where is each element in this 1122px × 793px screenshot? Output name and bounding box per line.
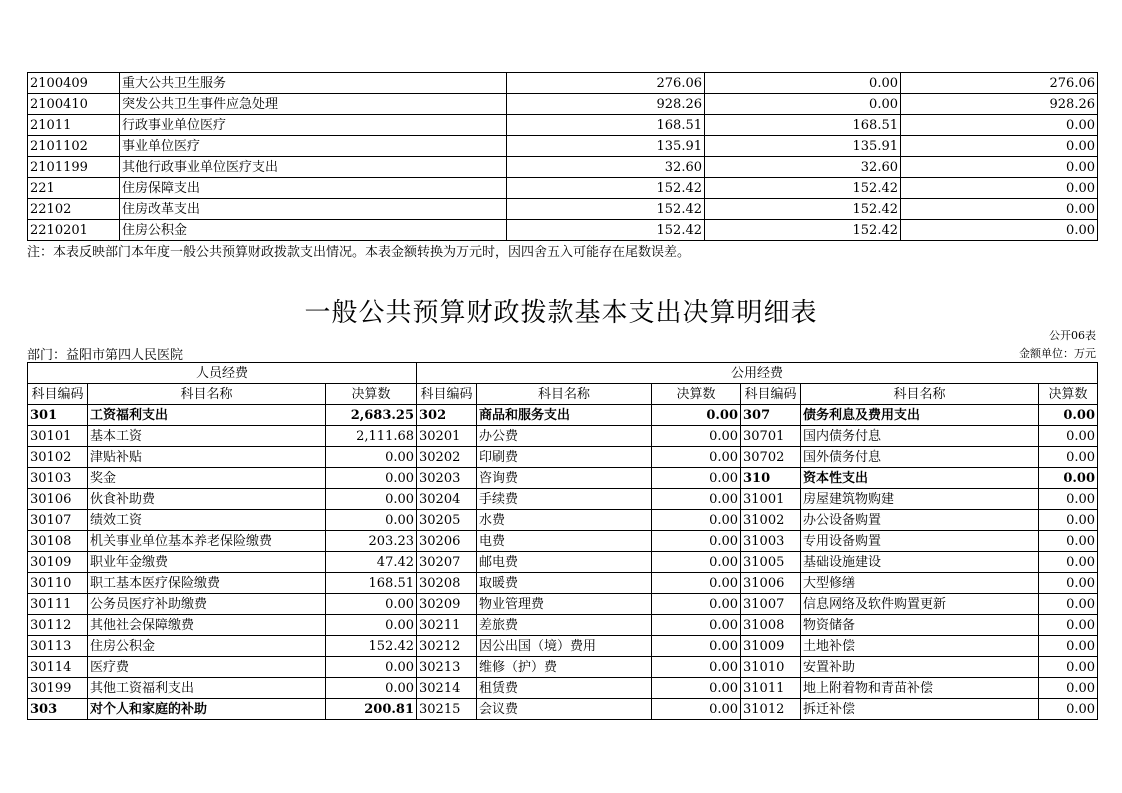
personnel-name: 职业年金缴费 [88,552,326,573]
public-header: 公用经费 [417,363,1098,384]
goods-services-amount: 0.00 [652,405,741,426]
page-title: 一般公共预算财政拨款基本支出决算明细表 [304,298,818,328]
goods-services-amount: 0.00 [652,426,741,447]
subject-code: 221 [28,178,120,199]
goods-services-amount: 0.00 [652,636,741,657]
personnel-name: 津贴补贴 [88,447,326,468]
total-amount: 152.42 [507,199,705,220]
capital-debt-name: 土地补偿 [801,636,1039,657]
table-row [28,594,1098,615]
capital-debt-amount: 0.00 [1039,510,1098,531]
capital-debt-code: 31007 [741,594,801,615]
personnel-amount: 0.00 [326,468,417,489]
capital-debt-name: 资本性支出 [801,468,1039,489]
column-header-row [28,384,1098,405]
department-label: 部门：益阳市第四人民医院 [27,348,184,363]
personnel-header: 人员经费 [28,363,417,384]
subject-name: 住房改革支出 [120,199,507,220]
project-amount: 0.00 [901,136,1098,157]
goods-services-code: 30203 [417,468,477,489]
table-row [28,699,1098,720]
personnel-amount: 47.42 [326,552,417,573]
capital-debt-code: 31009 [741,636,801,657]
total-amount: 928.26 [507,94,705,115]
subject-name: 行政事业单位医疗 [120,115,507,136]
capital-debt-code: 30701 [741,426,801,447]
goods-services-name: 咨询费 [477,468,652,489]
capital-debt-name: 基础设施建设 [801,552,1039,573]
personnel-amount: 152.42 [326,636,417,657]
subject-name: 其他行政事业单位医疗支出 [120,157,507,178]
subject-name: 突发公共卫生事件应急处理 [120,94,507,115]
personnel-name: 基本工资 [88,426,326,447]
total-amount: 135.91 [507,136,705,157]
personnel-amount: 203.23 [326,531,417,552]
subject-code: 2210201 [28,220,120,241]
capital-debt-amount: 0.00 [1039,552,1098,573]
goods-services-code: 30211 [417,615,477,636]
table-row [28,94,1098,115]
basic-amount: 0.00 [705,73,901,94]
goods-services-code: 30214 [417,678,477,699]
form-code: 公开06表 [1049,329,1096,342]
basic-amount: 0.00 [705,94,901,115]
col-code: 科目编码 [417,384,477,405]
personnel-name: 公务员医疗补助缴费 [88,594,326,615]
personnel-code: 30109 [28,552,88,573]
personnel-name: 其他工资福利支出 [88,678,326,699]
capital-debt-code: 310 [741,468,801,489]
basic-amount: 152.42 [705,178,901,199]
personnel-amount: 0.00 [326,489,417,510]
capital-debt-code: 31008 [741,615,801,636]
capital-debt-code: 31005 [741,552,801,573]
personnel-code: 30106 [28,489,88,510]
personnel-code: 30113 [28,636,88,657]
personnel-amount: 0.00 [326,510,417,531]
capital-debt-amount: 0.00 [1039,594,1098,615]
project-amount: 0.00 [901,199,1098,220]
basic-amount: 32.60 [705,157,901,178]
col-name: 科目名称 [477,384,652,405]
subject-name: 事业单位医疗 [120,136,507,157]
goods-services-amount: 0.00 [652,699,741,720]
table-row [28,115,1098,136]
subject-name: 住房公积金 [120,220,507,241]
total-amount: 32.60 [507,157,705,178]
goods-services-code: 30212 [417,636,477,657]
personnel-amount: 200.81 [326,699,417,720]
project-amount: 0.00 [901,157,1098,178]
basic-amount: 168.51 [705,115,901,136]
table-row [28,136,1098,157]
subject-code: 2100409 [28,73,120,94]
table-row [28,468,1098,489]
personnel-amount: 0.00 [326,657,417,678]
project-amount: 0.00 [901,178,1098,199]
col-name: 科目名称 [801,384,1039,405]
goods-services-name: 印刷费 [477,447,652,468]
goods-services-code: 30202 [417,447,477,468]
personnel-name: 绩效工资 [88,510,326,531]
personnel-name: 工资福利支出 [88,405,326,426]
capital-debt-name: 房屋建筑物购建 [801,489,1039,510]
capital-debt-name: 国内债务付息 [801,426,1039,447]
capital-debt-amount: 0.00 [1039,636,1098,657]
total-amount: 168.51 [507,115,705,136]
goods-services-name: 办公费 [477,426,652,447]
goods-services-amount: 0.00 [652,573,741,594]
group-header-row [28,363,1098,384]
goods-services-name: 维修（护）费 [477,657,652,678]
project-amount: 276.06 [901,73,1098,94]
personnel-amount: 2,683.25 [326,405,417,426]
basic-amount: 135.91 [705,136,901,157]
personnel-amount: 0.00 [326,615,417,636]
personnel-code: 30114 [28,657,88,678]
table-row [28,615,1098,636]
goods-services-amount: 0.00 [652,447,741,468]
goods-services-name: 商品和服务支出 [477,405,652,426]
col-name: 科目名称 [88,384,326,405]
capital-debt-code: 31001 [741,489,801,510]
capital-debt-amount: 0.00 [1039,489,1098,510]
capital-debt-code: 31003 [741,531,801,552]
personnel-code: 301 [28,405,88,426]
table-row [28,510,1098,531]
personnel-amount: 0.00 [326,678,417,699]
personnel-name: 对个人和家庭的补助 [88,699,326,720]
capital-debt-amount: 0.00 [1039,657,1098,678]
goods-services-amount: 0.00 [652,510,741,531]
personnel-code: 30108 [28,531,88,552]
subject-name: 重大公共卫生服务 [120,73,507,94]
subject-code: 21011 [28,115,120,136]
capital-debt-code: 31011 [741,678,801,699]
col-code: 科目编码 [28,384,88,405]
table-row [28,531,1098,552]
personnel-amount: 0.00 [326,594,417,615]
personnel-name: 住房公积金 [88,636,326,657]
capital-debt-name: 安置补助 [801,657,1039,678]
goods-services-code: 30207 [417,552,477,573]
goods-services-amount: 0.00 [652,657,741,678]
goods-services-name: 因公出国（境）费用 [477,636,652,657]
table-row [28,489,1098,510]
capital-debt-code: 31002 [741,510,801,531]
personnel-name: 奖金 [88,468,326,489]
personnel-name: 其他社会保障缴费 [88,615,326,636]
goods-services-code: 30206 [417,531,477,552]
table-row [28,220,1098,241]
table-note: 注：本表反映部门本年度一般公共预算财政拨款支出情况。本表金额转换为万元时，因四舍五入可能存在尾数误差。 [27,245,691,260]
goods-services-code: 302 [417,405,477,426]
goods-services-name: 手续费 [477,489,652,510]
capital-debt-amount: 0.00 [1039,699,1098,720]
table-row [28,573,1098,594]
table-row [28,73,1098,94]
goods-services-amount: 0.00 [652,552,741,573]
goods-services-name: 邮电费 [477,552,652,573]
amount-unit-label: 金额单位：万元 [1019,347,1096,360]
goods-services-amount: 0.00 [652,468,741,489]
capital-debt-code: 31010 [741,657,801,678]
capital-debt-code: 307 [741,405,801,426]
goods-services-amount: 0.00 [652,531,741,552]
capital-debt-amount: 0.00 [1039,678,1098,699]
goods-services-name: 取暖费 [477,573,652,594]
goods-services-amount: 0.00 [652,678,741,699]
goods-services-name: 租赁费 [477,678,652,699]
goods-services-amount: 0.00 [652,594,741,615]
basic-expenditure-detail-table [27,362,1098,720]
goods-services-name: 差旅费 [477,615,652,636]
personnel-code: 30107 [28,510,88,531]
total-amount: 152.42 [507,178,705,199]
basic-amount: 152.42 [705,220,901,241]
capital-debt-name: 大型修缮 [801,573,1039,594]
project-amount: 928.26 [901,94,1098,115]
capital-debt-amount: 0.00 [1039,447,1098,468]
goods-services-code: 30201 [417,426,477,447]
capital-debt-name: 办公设备购置 [801,510,1039,531]
personnel-code: 30112 [28,615,88,636]
goods-services-name: 会议费 [477,699,652,720]
capital-debt-code: 30702 [741,447,801,468]
personnel-code: 30103 [28,468,88,489]
col-amount: 决算数 [326,384,417,405]
capital-debt-amount: 0.00 [1039,468,1098,489]
table-row [28,636,1098,657]
total-amount: 152.42 [507,220,705,241]
personnel-name: 医疗费 [88,657,326,678]
capital-debt-amount: 0.00 [1039,573,1098,594]
capital-debt-name: 拆迁补偿 [801,699,1039,720]
personnel-name: 机关事业单位基本养老保险缴费 [88,531,326,552]
col-amount: 决算数 [1039,384,1098,405]
personnel-code: 30110 [28,573,88,594]
capital-debt-name: 地上附着物和青苗补偿 [801,678,1039,699]
table-row [28,447,1098,468]
table-row [28,405,1098,426]
capital-debt-name: 物资储备 [801,615,1039,636]
table-row [28,657,1098,678]
table-row [28,157,1098,178]
goods-services-amount: 0.00 [652,489,741,510]
goods-services-code: 30205 [417,510,477,531]
total-amount: 276.06 [507,73,705,94]
personnel-amount: 0.00 [326,447,417,468]
capital-debt-name: 信息网络及软件购置更新 [801,594,1039,615]
personnel-amount: 2,111.68 [326,426,417,447]
goods-services-code: 30213 [417,657,477,678]
goods-services-code: 30204 [417,489,477,510]
project-amount: 0.00 [901,115,1098,136]
capital-debt-amount: 0.00 [1039,405,1098,426]
capital-debt-name: 专用设备购置 [801,531,1039,552]
goods-services-name: 水费 [477,510,652,531]
goods-services-code: 30209 [417,594,477,615]
appropriation-table [27,72,1098,241]
personnel-code: 303 [28,699,88,720]
capital-debt-amount: 0.00 [1039,615,1098,636]
goods-services-name: 物业管理费 [477,594,652,615]
table-row [28,426,1098,447]
subject-code: 22102 [28,199,120,220]
personnel-code: 30102 [28,447,88,468]
capital-debt-amount: 0.00 [1039,531,1098,552]
table-row [28,199,1098,220]
subject-name: 住房保障支出 [120,178,507,199]
personnel-name: 伙食补助费 [88,489,326,510]
table-row [28,678,1098,699]
col-amount: 决算数 [652,384,741,405]
capital-debt-name: 国外债务付息 [801,447,1039,468]
goods-services-code: 30215 [417,699,477,720]
personnel-name: 职工基本医疗保险缴费 [88,573,326,594]
personnel-amount: 168.51 [326,573,417,594]
table-row [28,552,1098,573]
personnel-code: 30111 [28,594,88,615]
capital-debt-code: 31006 [741,573,801,594]
capital-debt-amount: 0.00 [1039,426,1098,447]
goods-services-name: 电费 [477,531,652,552]
project-amount: 0.00 [901,220,1098,241]
personnel-code: 30101 [28,426,88,447]
personnel-code: 30199 [28,678,88,699]
goods-services-code: 30208 [417,573,477,594]
goods-services-amount: 0.00 [652,615,741,636]
subject-code: 2101102 [28,136,120,157]
capital-debt-name: 债务利息及费用支出 [801,405,1039,426]
capital-debt-code: 31012 [741,699,801,720]
table-row [28,178,1098,199]
subject-code: 2101199 [28,157,120,178]
subject-code: 2100410 [28,94,120,115]
col-code: 科目编码 [741,384,801,405]
basic-amount: 152.42 [705,199,901,220]
